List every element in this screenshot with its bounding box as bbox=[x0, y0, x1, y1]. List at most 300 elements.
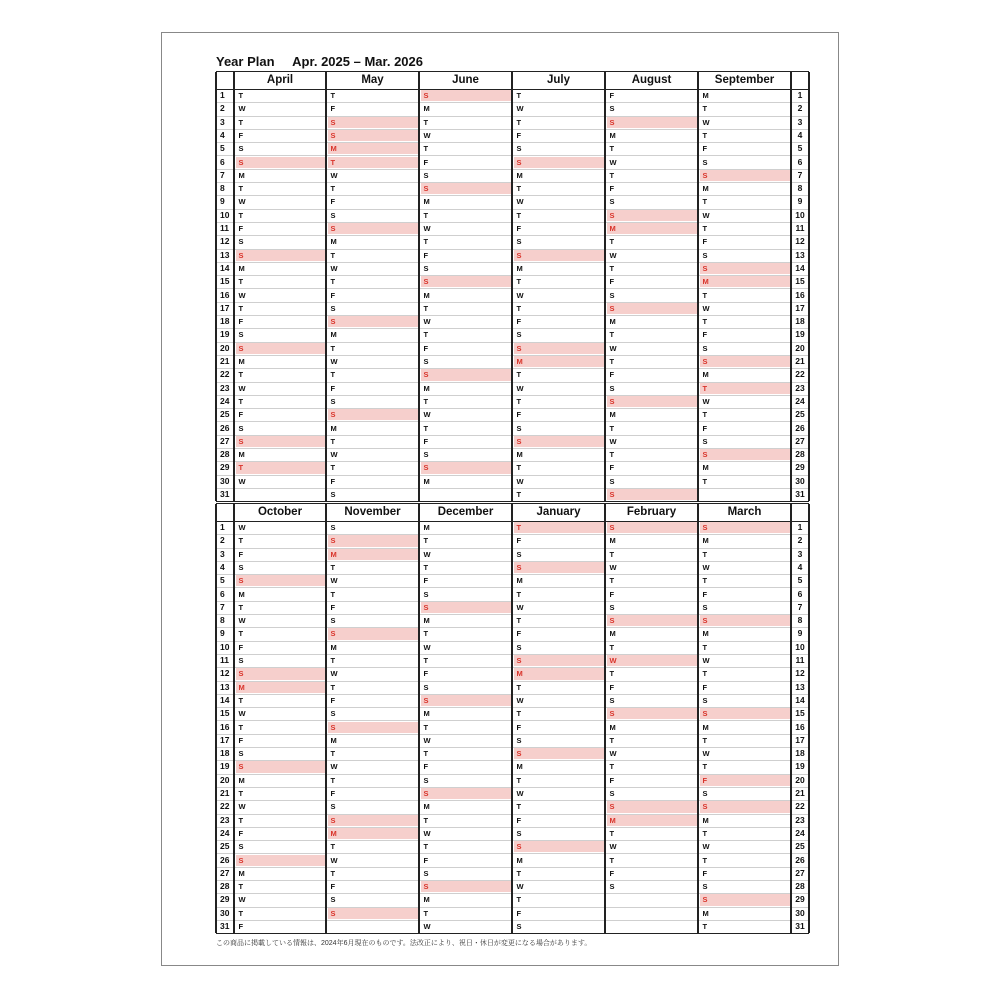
weekday-letter bbox=[236, 490, 239, 499]
weekday-letter: T bbox=[516, 775, 522, 785]
weekday-letter: M bbox=[423, 383, 430, 393]
day-cell-december-16 bbox=[421, 722, 511, 733]
day-cell-july-15 bbox=[514, 276, 604, 287]
weekday-letter: M bbox=[423, 616, 430, 626]
day-number-left: 7 bbox=[220, 601, 225, 612]
day-cell-february-6 bbox=[607, 589, 697, 600]
weekday-letter: T bbox=[516, 463, 522, 473]
outer-border bbox=[808, 504, 810, 933]
day-cell-september-20 bbox=[700, 343, 790, 354]
day-cell-december-25 bbox=[421, 841, 511, 852]
weekday-letter: T bbox=[423, 330, 429, 340]
weekday-letter: T bbox=[702, 224, 708, 233]
weekday-letter: T bbox=[516, 868, 522, 878]
weekday-letter: S bbox=[330, 224, 336, 233]
weekday-letter: T bbox=[609, 669, 615, 679]
day-cell-april-9 bbox=[236, 196, 325, 207]
day-cell-november-19 bbox=[328, 761, 418, 772]
day-cell-january-13 bbox=[514, 682, 604, 693]
weekday-letter: T bbox=[609, 423, 615, 433]
weekday-letter: S bbox=[516, 549, 522, 559]
weekday-letter: F bbox=[423, 343, 429, 353]
weekday-letter: F bbox=[330, 882, 336, 892]
weekday-letter: W bbox=[609, 250, 617, 260]
weekday-letter: T bbox=[330, 277, 336, 287]
day-cell-january-25 bbox=[514, 841, 604, 852]
day-cell-july-22 bbox=[514, 369, 604, 380]
day-cell-march-7 bbox=[700, 602, 790, 613]
weekday-letter: T bbox=[702, 197, 708, 207]
day-number-right: 22 bbox=[795, 369, 805, 380]
day-number-left: 23 bbox=[220, 382, 230, 393]
weekday-letter: S bbox=[330, 303, 336, 313]
weekday-letter: F bbox=[702, 144, 708, 154]
weekday-letter: T bbox=[609, 855, 615, 865]
day-number-right: 22 bbox=[795, 801, 805, 812]
day-cell-august-21 bbox=[607, 356, 697, 367]
weekday-letter: M bbox=[702, 722, 709, 732]
weekday-letter: W bbox=[516, 290, 524, 300]
day-number-left: 21 bbox=[220, 788, 230, 798]
day-cell-november-4 bbox=[328, 562, 418, 573]
day-number-left: 16 bbox=[220, 721, 230, 732]
weekday-letter: T bbox=[516, 210, 522, 220]
day-cell-september-9 bbox=[700, 196, 790, 207]
day-number-left: 4 bbox=[220, 561, 225, 572]
weekday-letter: M bbox=[423, 709, 430, 719]
weekday-letter: W bbox=[423, 828, 431, 838]
weekday-letter: W bbox=[423, 130, 431, 140]
day-cell-august-1 bbox=[607, 90, 697, 101]
weekday-letter: T bbox=[330, 656, 336, 665]
weekday-letter: T bbox=[609, 828, 615, 838]
day-cell-july-23 bbox=[514, 383, 604, 394]
weekday-letter: S bbox=[702, 170, 708, 180]
day-cell-november-7 bbox=[328, 602, 418, 613]
weekday-letter: F bbox=[516, 629, 522, 639]
weekday-letter: M bbox=[238, 357, 245, 366]
day-cell-october-13 bbox=[236, 682, 325, 693]
day-cell-november-9 bbox=[328, 628, 418, 639]
day-cell-august-31 bbox=[607, 489, 697, 500]
day-cell-may-16 bbox=[328, 290, 418, 301]
day-cell-november-14 bbox=[328, 695, 418, 706]
day-number-left: 17 bbox=[220, 302, 230, 313]
weekday-letter: T bbox=[238, 536, 244, 546]
day-number-right: 13 bbox=[795, 681, 805, 692]
weekday-letter: S bbox=[609, 490, 615, 499]
weekday-letter: S bbox=[516, 423, 522, 433]
weekday-letter: S bbox=[609, 290, 615, 300]
day-cell-april-24 bbox=[236, 396, 325, 407]
day-cell-july-16 bbox=[514, 290, 604, 301]
day-cell-september-7 bbox=[700, 170, 790, 181]
day-cell-january-1 bbox=[514, 522, 604, 533]
day-number-left: 2 bbox=[220, 103, 225, 114]
weekday-letter: S bbox=[609, 197, 615, 207]
day-number-right: 11 bbox=[795, 223, 805, 233]
day-number-right: 12 bbox=[795, 236, 805, 247]
calendar-block-oct-mar bbox=[216, 503, 809, 934]
day-cell-june-2 bbox=[421, 103, 511, 114]
day-cell-july-13 bbox=[514, 250, 604, 261]
day-cell-september-17 bbox=[700, 303, 790, 314]
day-cell-may-24 bbox=[328, 396, 418, 407]
weekday-letter: F bbox=[423, 576, 429, 586]
day-number-right: 16 bbox=[795, 289, 805, 300]
day-cell-may-14 bbox=[328, 263, 418, 274]
day-cell-december-26 bbox=[421, 855, 511, 866]
day-cell-february-15 bbox=[607, 708, 697, 719]
day-number-right: 1 bbox=[797, 522, 803, 532]
weekday-letter: T bbox=[330, 157, 336, 167]
day-number-left: 13 bbox=[220, 249, 230, 260]
weekday-letter: M bbox=[702, 536, 709, 546]
weekday-letter: F bbox=[330, 290, 336, 300]
weekday-letter: S bbox=[330, 722, 336, 732]
day-number-right: 20 bbox=[795, 774, 805, 785]
weekday-letter: T bbox=[238, 91, 244, 100]
weekday-letter: S bbox=[702, 695, 708, 705]
day-cell-november-24 bbox=[328, 828, 418, 839]
day-cell-may-2 bbox=[328, 103, 418, 114]
weekday-letter: T bbox=[702, 410, 708, 420]
weekday-letter: T bbox=[423, 303, 429, 313]
day-cell-july-7 bbox=[514, 170, 604, 181]
day-cell-september-24 bbox=[700, 396, 790, 407]
day-cell-september-1 bbox=[700, 90, 790, 101]
weekday-letter: W bbox=[516, 197, 524, 207]
day-cell-september-25 bbox=[700, 409, 790, 420]
day-number-right: 6 bbox=[797, 588, 803, 599]
day-cell-july-17 bbox=[514, 303, 604, 314]
day-cell-august-10 bbox=[607, 210, 697, 221]
weekday-letter: M bbox=[702, 629, 709, 639]
day-number-left: 15 bbox=[220, 276, 230, 287]
day-cell-february-3 bbox=[607, 549, 697, 560]
outer-border bbox=[215, 504, 217, 933]
outer-border bbox=[215, 72, 217, 501]
day-cell-april-14 bbox=[236, 263, 325, 274]
weekday-letter: M bbox=[516, 357, 523, 366]
day-cell-august-6 bbox=[607, 157, 697, 168]
day-cell-may-4 bbox=[328, 130, 418, 141]
weekday-letter: S bbox=[516, 562, 522, 572]
day-cell-august-29 bbox=[607, 462, 697, 473]
weekday-letter: T bbox=[516, 523, 522, 532]
day-cell-may-5 bbox=[328, 143, 418, 154]
weekday-letter: S bbox=[423, 463, 429, 473]
day-cell-august-20 bbox=[607, 343, 697, 354]
day-cell-october-11 bbox=[236, 655, 325, 666]
weekday-letter: F bbox=[238, 642, 244, 652]
weekday-letter: M bbox=[423, 197, 430, 207]
day-number-left: 27 bbox=[220, 435, 230, 446]
day-cell-november-31 bbox=[328, 921, 418, 932]
day-cell-october-17 bbox=[236, 735, 325, 746]
day-cell-november-10 bbox=[328, 642, 418, 653]
weekday-letter: T bbox=[330, 589, 336, 599]
day-number-left: 29 bbox=[220, 894, 230, 905]
weekday-letter: M bbox=[330, 423, 337, 433]
day-cell-october-14 bbox=[236, 695, 325, 706]
weekday-letter: T bbox=[702, 317, 708, 327]
weekday-letter: T bbox=[702, 130, 708, 140]
day-cell-october-16 bbox=[236, 722, 325, 733]
weekday-letter: S bbox=[702, 450, 708, 460]
day-cell-april-16 bbox=[236, 290, 325, 301]
weekday-letter: T bbox=[330, 682, 336, 692]
weekday-letter: W bbox=[238, 383, 246, 393]
weekday-letter: F bbox=[238, 317, 244, 327]
day-cell-may-21 bbox=[328, 356, 418, 367]
day-cell-april-20 bbox=[236, 343, 325, 354]
weekday-letter: T bbox=[702, 762, 708, 772]
weekday-letter: M bbox=[516, 576, 523, 586]
weekday-letter: W bbox=[423, 922, 431, 931]
day-cell-july-28 bbox=[514, 449, 604, 460]
weekday-letter: T bbox=[609, 330, 615, 340]
day-cell-november-5 bbox=[328, 575, 418, 586]
weekday-letter: T bbox=[423, 117, 429, 127]
weekday-letter: T bbox=[609, 357, 615, 366]
day-cell-june-24 bbox=[421, 396, 511, 407]
day-number-left: 30 bbox=[220, 475, 230, 486]
weekday-letter: M bbox=[238, 450, 245, 460]
weekday-letter: S bbox=[423, 370, 429, 380]
day-number-right: 30 bbox=[795, 475, 805, 486]
weekday-letter: T bbox=[609, 263, 615, 273]
weekday-letter: W bbox=[702, 117, 710, 127]
day-cell-april-30 bbox=[236, 476, 325, 487]
day-cell-october-26 bbox=[236, 855, 325, 866]
day-number-right: 29 bbox=[795, 462, 805, 473]
day-cell-july-18 bbox=[514, 316, 604, 327]
weekday-letter: F bbox=[423, 669, 429, 679]
day-cell-october-25 bbox=[236, 841, 325, 852]
weekday-letter: S bbox=[423, 775, 429, 785]
weekday-letter: T bbox=[423, 562, 429, 572]
weekday-letter: S bbox=[423, 602, 429, 612]
day-cell-february-9 bbox=[607, 628, 697, 639]
weekday-letter: T bbox=[238, 629, 244, 639]
weekday-letter: F bbox=[702, 868, 708, 878]
day-cell-october-28 bbox=[236, 881, 325, 892]
day-cell-september-18 bbox=[700, 316, 790, 327]
day-cell-september-16 bbox=[700, 290, 790, 301]
weekday-letter: F bbox=[702, 775, 708, 785]
weekday-letter: T bbox=[238, 370, 244, 380]
weekday-letter: F bbox=[330, 695, 336, 705]
day-cell-september-12 bbox=[700, 236, 790, 247]
day-cell-february-1 bbox=[607, 522, 697, 533]
weekday-letter: S bbox=[330, 396, 336, 406]
day-cell-october-1 bbox=[236, 522, 325, 533]
day-cell-march-1 bbox=[700, 522, 790, 533]
day-cell-march-26 bbox=[700, 855, 790, 866]
weekday-letter: T bbox=[238, 695, 244, 705]
day-cell-march-18 bbox=[700, 748, 790, 759]
weekday-letter: T bbox=[609, 450, 615, 460]
day-number-left: 10 bbox=[220, 209, 230, 220]
day-cell-june-21 bbox=[421, 356, 511, 367]
day-cell-may-1 bbox=[328, 90, 418, 101]
day-cell-november-22 bbox=[328, 801, 418, 812]
weekday-letter: F bbox=[516, 815, 522, 825]
day-number-left: 30 bbox=[220, 907, 230, 918]
day-cell-december-1 bbox=[421, 522, 511, 533]
day-number-right: 9 bbox=[797, 628, 803, 639]
weekday-letter: T bbox=[238, 303, 244, 313]
weekday-letter: M bbox=[423, 476, 430, 486]
weekday-letter: M bbox=[238, 589, 245, 599]
day-number-left: 6 bbox=[220, 156, 225, 167]
weekday-letter: S bbox=[609, 709, 615, 719]
day-cell-december-19 bbox=[421, 761, 511, 772]
weekday-letter: T bbox=[702, 922, 708, 931]
weekday-letter: W bbox=[609, 157, 617, 167]
day-cell-february-7 bbox=[607, 602, 697, 613]
weekday-letter: S bbox=[238, 855, 244, 865]
weekday-letter: F bbox=[330, 197, 336, 207]
day-cell-august-26 bbox=[607, 423, 697, 434]
weekday-letter: S bbox=[609, 117, 615, 127]
weekday-letter: W bbox=[238, 290, 246, 300]
day-number-left: 25 bbox=[220, 409, 230, 420]
weekday-letter: M bbox=[609, 317, 616, 327]
day-cell-may-10 bbox=[328, 210, 418, 221]
weekday-letter: S bbox=[702, 709, 708, 719]
weekday-letter: F bbox=[423, 762, 429, 772]
weekday-letter: S bbox=[238, 330, 244, 340]
day-cell-february-20 bbox=[607, 775, 697, 786]
weekday-letter: F bbox=[238, 828, 244, 838]
day-number-right: 8 bbox=[797, 615, 803, 626]
weekday-letter: T bbox=[516, 589, 522, 599]
day-cell-february-22 bbox=[607, 801, 697, 812]
weekday-letter: M bbox=[702, 184, 709, 194]
weekday-letter: W bbox=[330, 357, 338, 366]
day-cell-june-15 bbox=[421, 276, 511, 287]
day-number-right: 10 bbox=[795, 209, 805, 220]
day-cell-march-23 bbox=[700, 815, 790, 826]
day-cell-april-11 bbox=[236, 223, 325, 234]
day-cell-december-18 bbox=[421, 748, 511, 759]
column-divider bbox=[790, 504, 792, 933]
weekday-letter: T bbox=[702, 290, 708, 300]
day-cell-september-15 bbox=[700, 276, 790, 287]
day-cell-may-25 bbox=[328, 409, 418, 420]
day-cell-may-26 bbox=[328, 423, 418, 434]
day-cell-january-23 bbox=[514, 815, 604, 826]
day-number-right: 17 bbox=[795, 734, 805, 745]
day-cell-january-16 bbox=[514, 722, 604, 733]
weekday-letter: T bbox=[702, 855, 708, 865]
weekday-letter: S bbox=[609, 303, 615, 313]
day-number-right: 14 bbox=[795, 694, 805, 705]
day-number-right: 16 bbox=[795, 721, 805, 732]
day-cell-july-30 bbox=[514, 476, 604, 487]
weekday-letter: S bbox=[330, 210, 336, 220]
day-cell-december-12 bbox=[421, 668, 511, 679]
day-cell-january-22 bbox=[514, 801, 604, 812]
day-number-left: 8 bbox=[220, 615, 225, 626]
day-number-right: 26 bbox=[795, 422, 805, 433]
weekday-letter: S bbox=[516, 436, 522, 446]
day-cell-march-9 bbox=[700, 628, 790, 639]
weekday-letter: S bbox=[702, 602, 708, 612]
day-cell-december-8 bbox=[421, 615, 511, 626]
day-number-left: 16 bbox=[220, 289, 230, 300]
day-cell-february-23 bbox=[607, 815, 697, 826]
weekday-letter: F bbox=[330, 789, 336, 798]
weekday-letter: W bbox=[609, 749, 617, 759]
weekday-letter: W bbox=[516, 104, 524, 114]
weekday-letter: F bbox=[609, 370, 615, 380]
day-cell-february-17 bbox=[607, 735, 697, 746]
weekday-letter: T bbox=[423, 908, 429, 918]
weekday-letter: F bbox=[330, 383, 336, 393]
day-cell-september-28 bbox=[700, 449, 790, 460]
day-cell-june-1 bbox=[421, 90, 511, 101]
weekday-letter: W bbox=[330, 170, 338, 180]
weekday-letter: S bbox=[609, 802, 615, 812]
column-divider bbox=[418, 72, 420, 501]
weekday-letter: F bbox=[702, 423, 708, 433]
weekday-letter: S bbox=[423, 184, 429, 194]
weekday-letter: W bbox=[702, 656, 710, 665]
day-number-left: 2 bbox=[220, 535, 225, 546]
day-number-right: 15 bbox=[795, 276, 805, 287]
weekday-letter: T bbox=[238, 602, 244, 612]
weekday-letter: S bbox=[702, 523, 708, 532]
day-cell-june-14 bbox=[421, 263, 511, 274]
day-cell-may-11 bbox=[328, 223, 418, 234]
weekday-letter: T bbox=[238, 117, 244, 127]
weekday-letter: F bbox=[609, 682, 615, 692]
day-cell-february-5 bbox=[607, 575, 697, 586]
day-cell-may-19 bbox=[328, 329, 418, 340]
weekday-letter: M bbox=[516, 762, 523, 772]
weekday-letter: T bbox=[516, 184, 522, 194]
day-cell-november-13 bbox=[328, 682, 418, 693]
day-number-right: 4 bbox=[797, 129, 803, 140]
day-cell-july-6 bbox=[514, 157, 604, 168]
weekday-letter: T bbox=[330, 343, 336, 353]
weekday-letter: W bbox=[516, 383, 524, 393]
day-number-left: 15 bbox=[220, 708, 230, 719]
weekday-letter: F bbox=[702, 330, 708, 340]
weekday-letter: T bbox=[702, 669, 708, 679]
weekday-letter: S bbox=[238, 576, 244, 586]
day-cell-april-18 bbox=[236, 316, 325, 327]
weekday-letter: W bbox=[609, 562, 617, 572]
day-number-left: 18 bbox=[220, 748, 230, 759]
weekday-letter: S bbox=[238, 144, 244, 154]
day-cell-june-19 bbox=[421, 329, 511, 340]
weekday-letter: T bbox=[423, 237, 429, 247]
day-cell-august-27 bbox=[607, 436, 697, 447]
column-divider bbox=[604, 504, 606, 933]
weekday-letter: F bbox=[702, 589, 708, 599]
weekday-letter: S bbox=[423, 589, 429, 599]
day-number-right: 7 bbox=[797, 601, 803, 612]
day-cell-february-18 bbox=[607, 748, 697, 759]
weekday-letter: M bbox=[238, 170, 245, 180]
day-cell-april-15 bbox=[236, 276, 325, 287]
day-cell-september-6 bbox=[700, 157, 790, 168]
weekday-letter: T bbox=[702, 828, 708, 838]
